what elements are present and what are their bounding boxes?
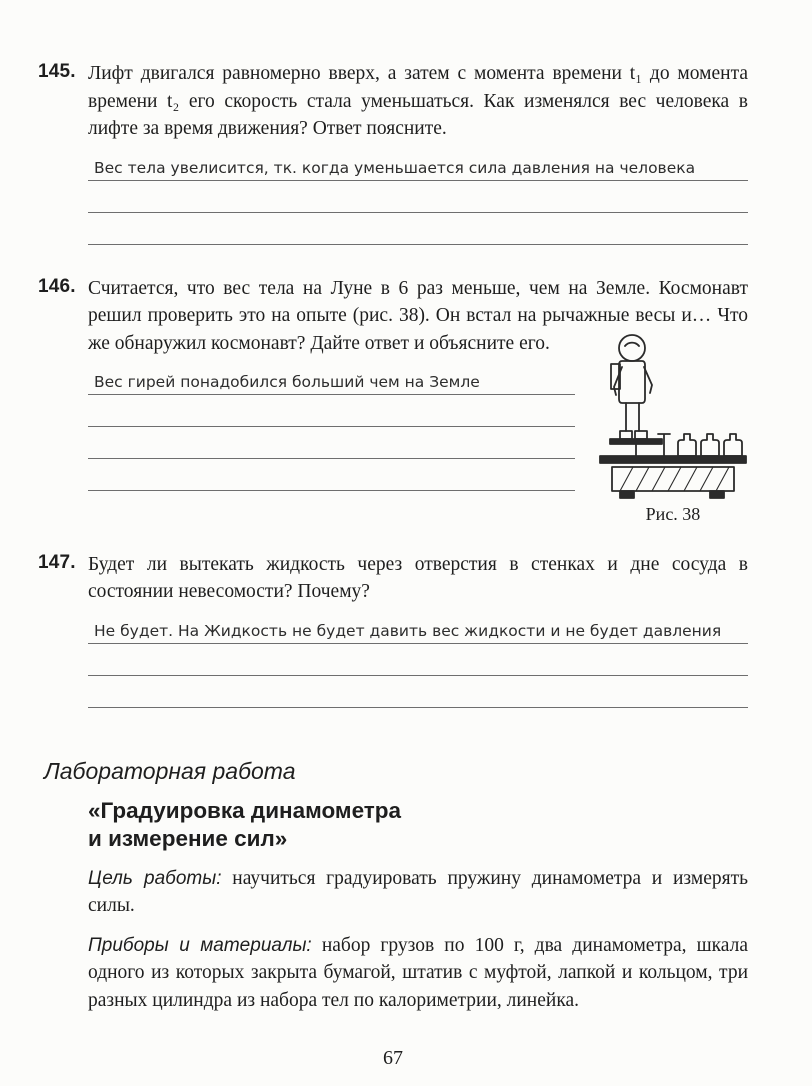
answer-line: [88, 676, 748, 708]
problem-145-number: 145.: [38, 61, 76, 82]
lab-goal-paragraph: [88, 865, 748, 920]
problem-147-handwritten-answer: Не будет. На Жидкость не будет давить вес жидкости и не будет давления: [94, 621, 722, 640]
problem-145-text: Лифт двигался равномерно вверх, а затем с момента времени t₁ до момента времени t₂ его скорость стала уменьшаться. Как изменялся вес человека в лифте за время движения? Ответ поясните.: [88, 63, 748, 139]
lab-goal-text: научиться градуировать пружину динамометра и измерять силы.: [88, 867, 748, 916]
figure-38: [598, 331, 748, 525]
problem-146: [38, 275, 749, 524]
problem-147: [38, 551, 748, 708]
problem-146-text-continued: Что же обнаружил космонавт? Дайте ответ и объясните его.: [88, 305, 749, 354]
lab-materials-paragraph: [88, 932, 748, 1015]
answer-line: [88, 427, 575, 459]
problem-146-body: [88, 275, 749, 524]
lab-work-section: [44, 758, 748, 1015]
lab-goal-label: Цель работы:: [88, 867, 222, 889]
problem-147-text: Будет ли вытекать жидкость через отверстия в стенках и дне сосуда в состоянии невесомости? Почему?: [88, 553, 748, 602]
problem-146-text-start: Считается, что вес тела на Луне в 6 раз меньше, чем на Земле. Космонавт решил проверить это на опыте (рис. 38). Он встал на рычажные весы и…: [88, 277, 748, 326]
lab-work-header: Лабораторная работа: [44, 757, 296, 784]
answer-line: [88, 369, 575, 395]
problem-146-number: 146.: [38, 275, 76, 297]
lab-materials-text: набор грузов по 100 г, два динамометра, шкала одного из которых закрыта бумагой, штатив с муфтой, лапкой и кольцом, три разных цилиндра из набора тел по калориметрии, линейка.: [88, 934, 748, 1011]
answer-line: [88, 618, 748, 644]
answer-line: [88, 459, 575, 491]
answer-line: [88, 155, 748, 181]
lab-work-title-line1: «Градуировка динамометра: [88, 797, 402, 823]
problem-145-body: [88, 60, 748, 245]
figure-38-caption: Рис. 38: [645, 503, 701, 524]
answer-line: [88, 395, 575, 427]
section-divider-space: [38, 525, 748, 551]
problem-147-body: [88, 551, 748, 708]
lab-work-title: [88, 797, 748, 853]
problem-145-handwritten-answer: Вес тела увелисится, тк. когда уменьшается сила давления на человека: [94, 158, 696, 177]
page-number: 67: [383, 1047, 403, 1069]
problem-145: [38, 60, 748, 245]
answer-line: [88, 181, 748, 213]
astronaut-on-lever-scales-illustration: [598, 331, 748, 501]
problem-146-handwritten-answer: Вес гирей понадобился больший чем на Земле: [94, 373, 480, 391]
page-footer: [38, 1047, 748, 1070]
lab-materials-label: Приборы и материалы:: [88, 934, 312, 956]
problem-147-answer-area: [88, 618, 748, 708]
answer-line: [88, 644, 748, 676]
problem-145-answer-area: [88, 155, 748, 245]
answer-line: [88, 213, 748, 245]
problem-147-number: 147.: [38, 551, 76, 573]
lab-work-title-line2: и измерение сил»: [88, 825, 288, 851]
